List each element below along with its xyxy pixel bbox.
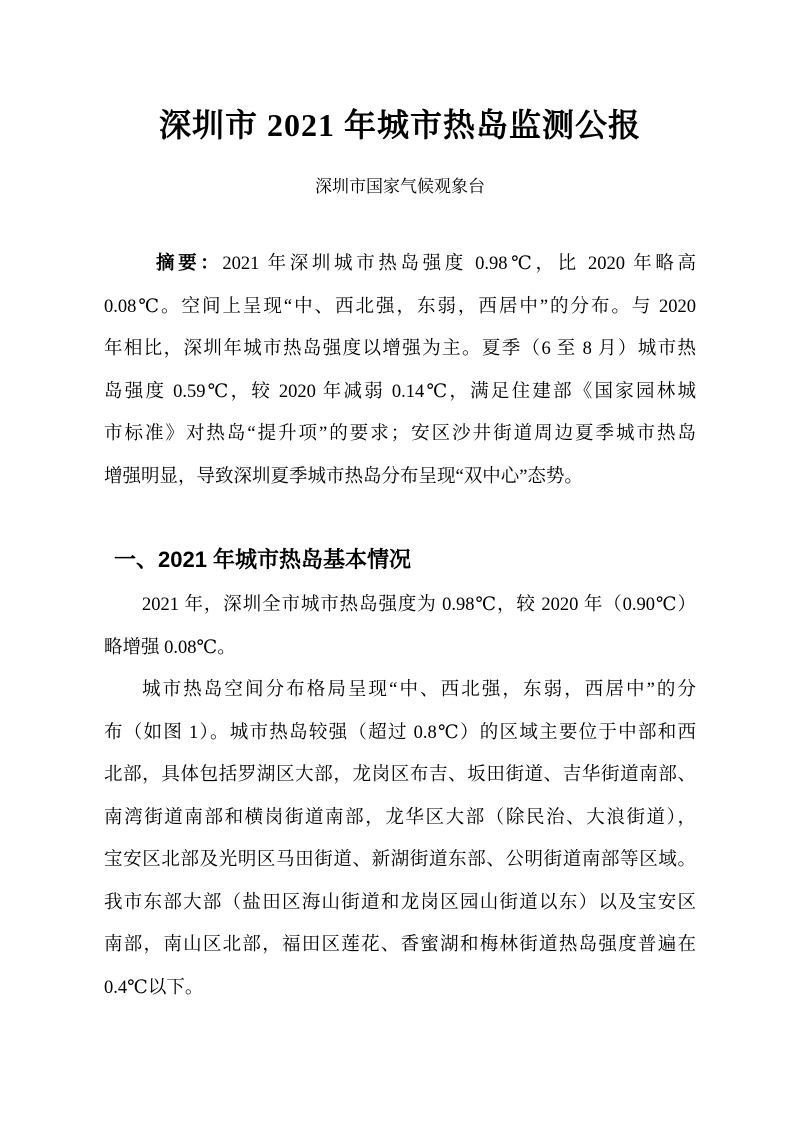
abstract-line: 岛强度 0.59℃，较 2020 年减弱 0.14℃，满足住建部《国家园林城 bbox=[104, 381, 696, 402]
abstract-line: 增强明显，导致深圳夏季城市热岛分布呈现“双中心”态势。 bbox=[104, 466, 583, 487]
page-subtitle: 深圳市国家气候观象台 bbox=[315, 177, 485, 196]
abstract-line: 0.08℃。空间上呈现“中、西北强，东弱，西居中”的分布。与 2020 bbox=[104, 296, 696, 317]
paragraph-line: 布（如图 1）。城市热岛较强（超过 0.8℃）的区域主要位于中部和西 bbox=[104, 722, 696, 743]
paragraph-line: 城市热岛空间分布格局呈现“中、西北强，东弱，西居中”的分 bbox=[142, 680, 696, 700]
paragraph-line: 我市东部大部（盐田区海山街道和龙岗区园山街道以东）以及宝安区 bbox=[104, 892, 696, 913]
abstract-line: 年相比，深圳年城市热岛强度以增强为主。夏季（6 至 8 月）城市热 bbox=[104, 339, 696, 359]
body-paragraph bbox=[104, 669, 696, 1009]
section-heading: 一、2021 年城市热岛基本情况 bbox=[114, 547, 412, 572]
paragraph-line: 宝安区北部及光明区马田街道、新湖街道东部、公明街道南部等区域。 bbox=[104, 850, 696, 870]
page-title: 深圳市 2021 年城市热岛监测公报 bbox=[158, 107, 641, 143]
paragraph-line: 南部，南山区北部，福田区莲花、香蜜湖和梅林街道热岛强度普遍在 bbox=[104, 935, 696, 955]
abstract-label: 摘要： bbox=[156, 254, 223, 274]
paragraph-line: 北部，具体包括罗湖区大部，龙岗区布吉、坂田街道、吉华街道南部、 bbox=[104, 765, 696, 785]
abstract-line-text: 2021 年深圳城市热岛强度 0.98℃，比 2020 年略高 bbox=[222, 254, 696, 274]
paragraph-line: 南湾街道南部和横岗街道南部，龙华区大部（除民治、大浪街道）， bbox=[104, 807, 696, 828]
paragraph-line: 2021 年，深圳全市城市热岛强度为 0.98℃，较 2020 年（0.90℃） bbox=[142, 595, 696, 615]
abstract-paragraph bbox=[104, 243, 696, 498]
abstract-line: 市标准》对热岛“提升项”的要求；安区沙井街道周边夏季城市热岛 bbox=[104, 424, 696, 444]
paragraph-line: 略增强 0.08℃。 bbox=[104, 637, 236, 658]
abstract-line bbox=[104, 243, 696, 286]
paragraph-line: 0.4℃以下。 bbox=[104, 977, 204, 998]
body-paragraph bbox=[104, 584, 696, 669]
